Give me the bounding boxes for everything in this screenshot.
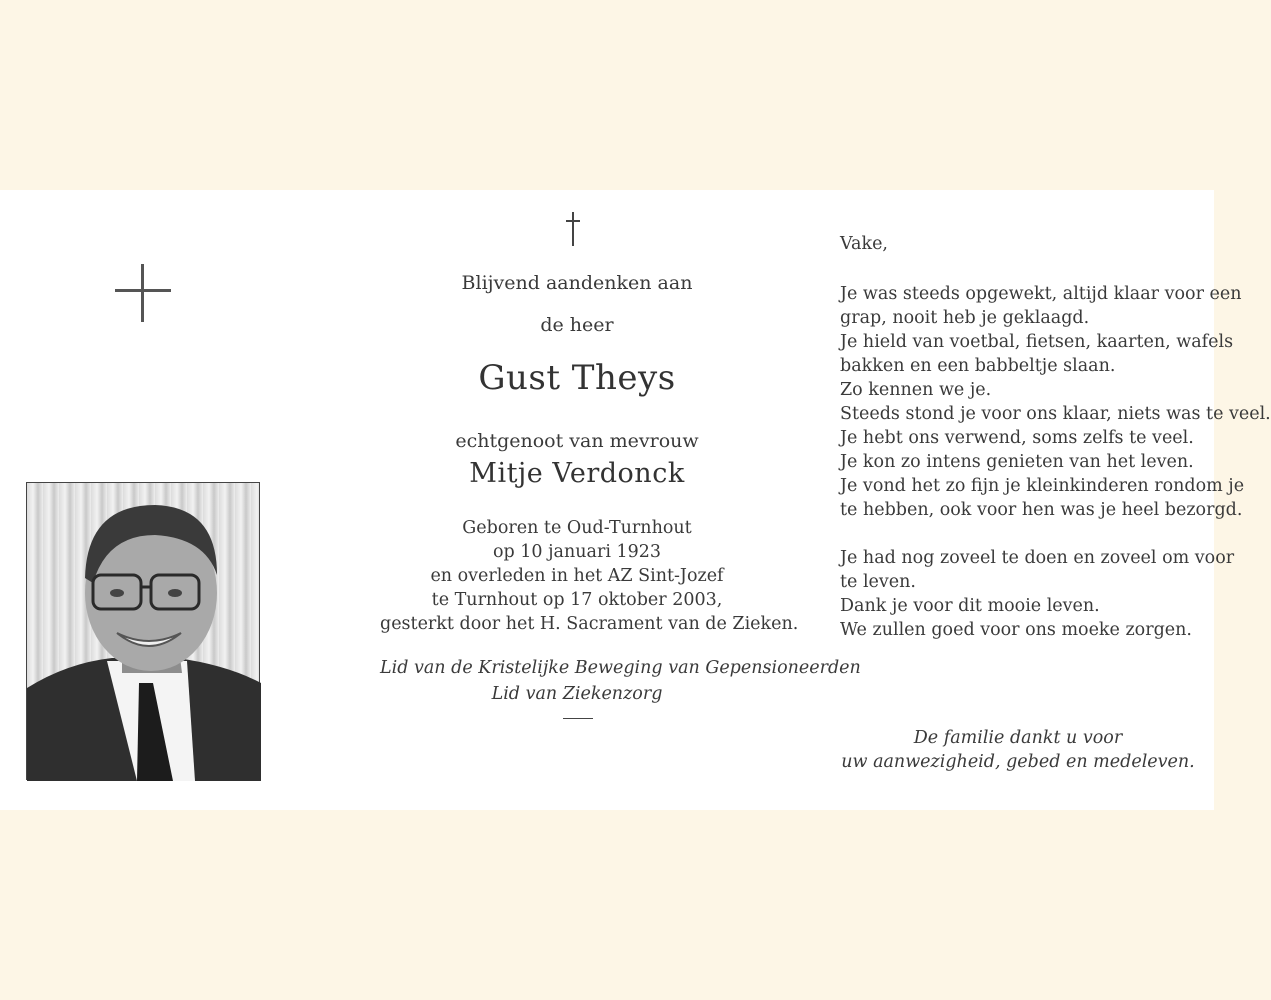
poem-line: We zullen goed voor ons moeke zorgen. xyxy=(840,620,1192,640)
thanks-line: De familie dankt u voor xyxy=(913,728,1123,748)
poem-line: Je was steeds opgewekt, altijd klaar voor een xyxy=(840,284,1242,304)
spouse-intro: echtgenoot van mevrouw xyxy=(455,430,699,452)
intro-line-2: de heer xyxy=(540,314,614,336)
poem-line: te leven. xyxy=(840,572,916,592)
bio-line: gesterkt door het H. Sacrament van de Zieken. xyxy=(380,614,799,634)
poem-line: Je kon zo intens genieten van het leven. xyxy=(840,452,1194,472)
bio-line: Geboren te Oud-Turnhout xyxy=(462,518,692,538)
poem-line: bakken en een babbeltje slaan. xyxy=(840,356,1116,376)
membership-line: Lid van Ziekenzorg xyxy=(491,684,663,704)
small-cross-icon xyxy=(566,212,580,246)
bio-line: te Turnhout op 17 oktober 2003, xyxy=(431,590,723,610)
thanks-line: uw aanwezigheid, gebed en medeleven. xyxy=(841,752,1195,772)
deceased-name: Gust Theys xyxy=(478,358,676,398)
poem-line: Zo kennen we je. xyxy=(840,380,992,400)
poem-line: Je hield van voetbal, fietsen, kaarten, wafels xyxy=(840,332,1234,352)
poem-line: grap, nooit heb je geklaagd. xyxy=(840,308,1090,328)
divider xyxy=(563,718,593,719)
bio-line: op 10 januari 1923 xyxy=(492,542,662,562)
poem-line: Je had nog zoveel te doen en zoveel om voor xyxy=(840,548,1235,568)
poem-line: Dank je voor dit mooie leven. xyxy=(840,596,1100,616)
poem-line: Je vond het zo fijn je kleinkinderen rondom je xyxy=(840,476,1245,496)
cross-icon xyxy=(115,264,171,322)
poem-line: te hebben, ook voor hen was je heel bezorgd. xyxy=(840,500,1243,520)
membership-line: Lid van de Kristelijke Beweging van Gepensioneerden xyxy=(380,658,861,678)
poem-line: Je hebt ons verwend, soms zelfs te veel. xyxy=(840,428,1194,448)
poem-line: Steeds stond je voor ons klaar, niets was te veel. xyxy=(840,404,1271,424)
bio-line: en overleden in het AZ Sint-Jozef xyxy=(430,566,724,586)
portrait-photo xyxy=(26,482,260,780)
spouse-name: Mitje Verdonck xyxy=(469,458,685,489)
salutation: Vake, xyxy=(840,234,888,254)
intro-line-1: Blijvend aandenken aan xyxy=(461,272,693,294)
